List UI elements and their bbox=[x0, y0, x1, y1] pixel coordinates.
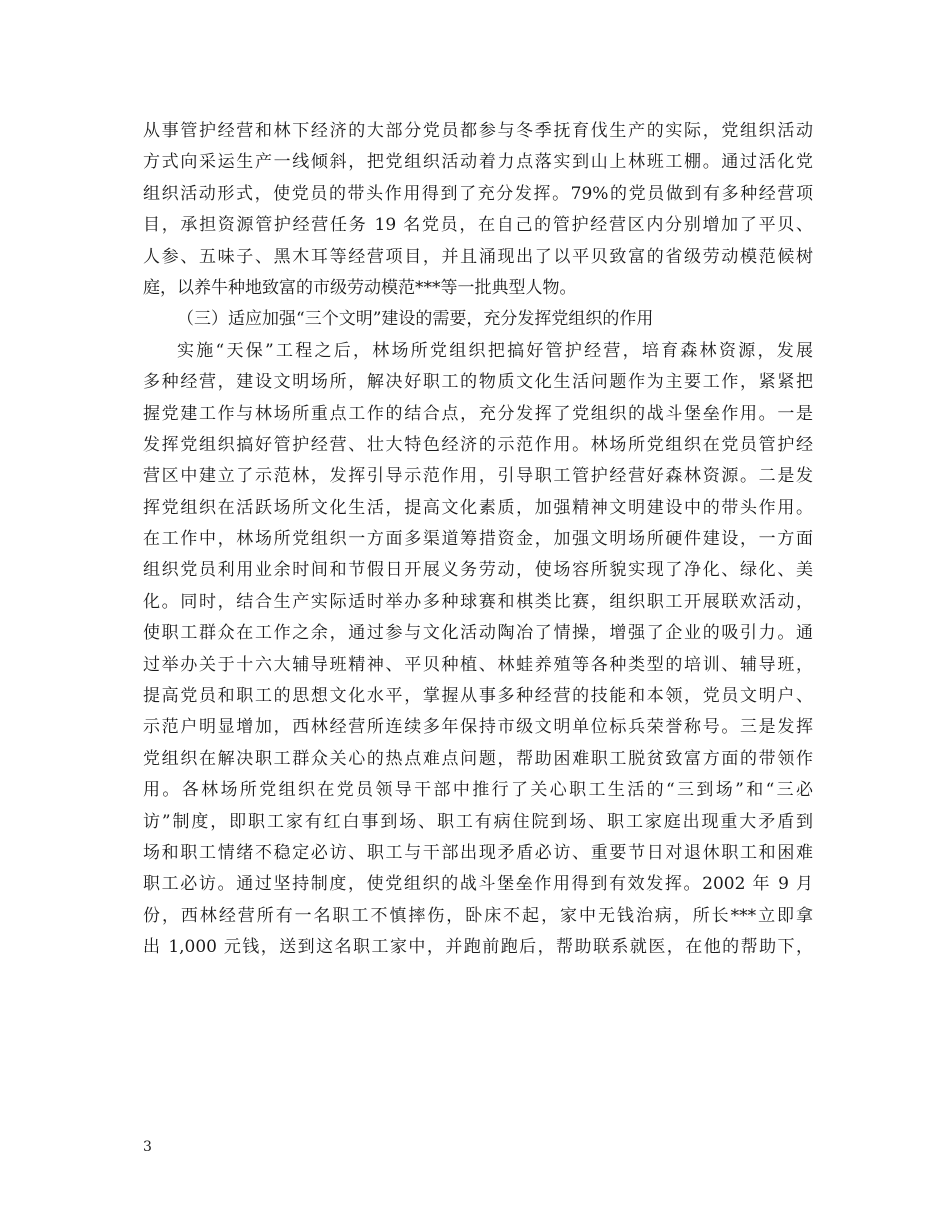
text-line: 发挥党组织搞好管护经营、壮大特色经济的示范作用。林场所党组织在党员管护经 bbox=[143, 434, 813, 455]
text-line: 多种经营，建设文明场所，解决好职工的物质文化生活问题作为主要工作，紧紧把 bbox=[143, 372, 813, 393]
text-line: 人参、五味子、黑木耳等经营项目，并且涌现出了以平贝致富的省级劳动模范候树 bbox=[143, 246, 813, 267]
text-line: 用。各林场所党组织在党员领导干部中推行了关心职工生活的“三到场”和“三必 bbox=[143, 780, 813, 801]
section-heading: （三）适应加强“三个文明”建设的需要，充分发挥党组织的作用 bbox=[177, 309, 654, 330]
text-line: 营区中建立了示范林，发挥引导示范作用，引导职工管护经营好森林资源。二是发 bbox=[143, 466, 813, 487]
text-line: 从事管护经营和林下经济的大部分党员都参与冬季抚育伐生产的实际，党组织活动 bbox=[143, 121, 813, 141]
text-line: 在工作中，林场所党组织一方面多渠道筹措资金，加强文明场所硬件建设，一方面 bbox=[143, 529, 813, 550]
text-line: 组织党员利用业余时间和节假日开展义务劳动，使场容所貌实现了净化、绿化、美 bbox=[143, 560, 813, 581]
text-line: 握党建工作与林场所重点工作的结合点，充分发挥了党组织的战斗堡垒作用。一是 bbox=[143, 403, 813, 424]
text-line: 出 1,000 元钱，送到这名职工家中，并跑前跑后，帮助联系就医，在他的帮助下， bbox=[143, 937, 813, 958]
text-line: 目，承担资源管护经营任务 19 名党员，在自己的管护经营区内分别增加了平贝、 bbox=[143, 215, 813, 236]
page-number: 3 bbox=[143, 1139, 152, 1155]
body-text bbox=[143, 116, 813, 964]
text-line: 场和职工情绪不稳定必访、职工与干部出现矛盾必访、重要节日对退休职工和困难 bbox=[143, 842, 813, 863]
text-line: 访”制度，即职工家有红白事到场、职工有病住院到场、职工家庭出现重大矛盾到 bbox=[143, 811, 813, 832]
text-line: 组织活动形式，使党员的带头作用得到了充分发挥。79%的党员做到有多种经营项 bbox=[143, 183, 813, 204]
text-line: 过举办关于十六大辅导班精神、平贝种植、林蛙养殖等各种类型的培训、辅导班， bbox=[143, 654, 813, 675]
text-line: 使职工群众在工作之余，通过参与文化活动陶冶了情操，增强了企业的吸引力。通 bbox=[143, 623, 813, 644]
text-line: 示范户明显增加，西林经营所连续多年保持市级文明单位标兵荣誉称号。三是发挥 bbox=[143, 717, 813, 738]
text-line: 化。同时，结合生产实际适时举办多种球赛和棋类比赛，组织职工开展联欢活动， bbox=[143, 591, 813, 612]
text-line: 实施“天保”工程之后，林场所党组织把搞好管护经营，培育森林资源，发展 bbox=[177, 340, 813, 361]
text-line: 党组织在解决职工群众关心的热点难点问题，帮助困难职工脱贫致富方面的带领作 bbox=[143, 748, 813, 769]
text-line: 挥党组织在活跃场所文化生活，提高文化素质，加强精神文明建设中的带头作用。 bbox=[143, 497, 813, 518]
text-line: 方式向采运生产一线倾斜，把党组织活动着力点落实到山上林班工棚。通过活化党 bbox=[143, 152, 813, 173]
text-line: 职工必访。通过坚持制度，使党组织的战斗堡垒作用得到有效发挥。2002 年 9 月 bbox=[143, 874, 813, 895]
text-line: 份，西林经营所有一名职工不慎摔伤，卧床不起，家中无钱治病，所长***立即拿 bbox=[143, 905, 813, 926]
text-line: 提高党员和职工的思想文化水平，掌握从事多种经营的技能和本领，党员文明户、 bbox=[143, 686, 813, 707]
text-line: 庭，以养牛种地致富的市级劳动模范***等一批典型人物。 bbox=[143, 277, 577, 298]
